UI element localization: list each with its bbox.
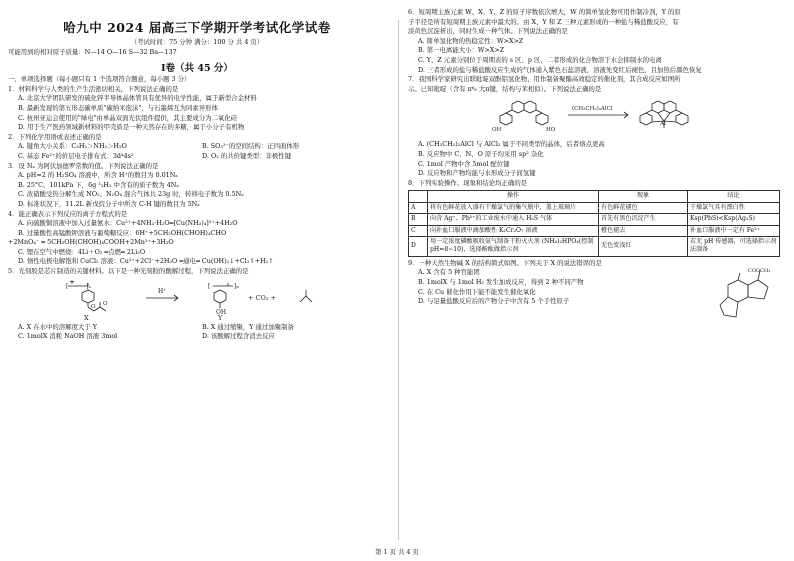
option-a: A. 北京大学团队研发的硫化锌半导体晶体管具有优异的电学性能，属于新型合金材料 (18, 94, 257, 103)
svg-text:OH: OH (492, 127, 502, 134)
question-9 (408, 259, 786, 307)
option-b: B. 25°C、101kPa 下，6g ³₁H₂ 中含有的质子数为 4Nₐ (18, 180, 179, 189)
table-header-cell: 操作 (428, 191, 599, 202)
table-cell: 向补血口服液中滴加酸性 K₂Cr₂O₇ 溶液 (428, 225, 599, 236)
option-d: D. 标准状况下，11.2L 新戊烷分子中所含 C-H 键的数目为 5Nₐ (18, 199, 200, 208)
option-row (8, 152, 386, 162)
table-row (409, 214, 780, 225)
reagent-label: (CH₃CH₂)₂AlCl (572, 106, 613, 113)
option-a: A. 简单氢化物的热稳定性：W>X>Z (418, 36, 524, 45)
option-c: C. 1molX 消耗 NaOH 溶液 3mol (18, 332, 118, 341)
option-b: B. 反应物中 C、N、O 原子均采用 sp² 杂化 (418, 149, 544, 158)
question-6 (408, 8, 786, 75)
option-a: A. pH=2 的 H₂SO₄ 溶液中，所含 H⁺的数目为 0.01Nₐ (18, 171, 178, 180)
question-stem: 8．下列实验操作、现象和结论均正确的是 (408, 178, 528, 187)
table-cell: A (409, 202, 428, 213)
reaction-scheme-drawing (8, 278, 386, 322)
option-d: D. 该酸解过程含消去反应 (202, 332, 275, 341)
table-row (409, 225, 780, 236)
option-a: A. X 含有 5 种官能团 (418, 268, 480, 277)
option-d: D. 三者形成的盐与稀盐酸反应生成的气体通入紫色石蕊溶液，溶液先变红后褪色，且加热后颜色恢复 (418, 65, 702, 74)
table-cell: B (409, 214, 428, 225)
table-cell: D (409, 236, 428, 256)
table-cell: 首先有黑色沉淀产生 (599, 214, 688, 225)
question-stem-line: 6．短周期主族元素 W、X、Y、Z 的原子序数依次增大，W 的简单氢化物可用作制冷剂，Y 的原 (408, 8, 681, 16)
question-5 (8, 267, 386, 342)
ester-group-label: COOCH₃ (748, 267, 771, 274)
option-a: A. 键角大小关系：C₂H₂＞NH₃＞H₂O (18, 142, 127, 151)
question-stem: 9．一种天然生物碱 X 的结构简式如图。下列关于 X 的说法错误的是 (408, 258, 602, 267)
table-cell: 有色鲜花褪色 (599, 202, 688, 213)
question-stem: 1．材料科学与人类的生产生活密切相关，下列说法正确的是 (8, 84, 179, 93)
option-row (8, 323, 386, 333)
option-b: B. 过量酸性高锰酸钾溶液与葡萄糖反应：6H⁺+5CH₂OH(CHOH)₄CHO (18, 228, 227, 237)
table-cell: C (409, 225, 428, 236)
table-cell: 将有色鲜花放入盛有干燥氯气的集气瓶中，盖上玻璃片 (428, 202, 599, 213)
table-cell: 无色变浅红 (599, 236, 688, 256)
table-header-cell: 现象 (599, 191, 688, 202)
table-row (409, 202, 780, 213)
svg-text:O: O (91, 303, 96, 310)
svg-text:[: [ (208, 282, 211, 290)
question-stem-line: 淡黄色沉淀析出，同时生成一种气体。下列说法正确的是 (408, 27, 568, 36)
reagent-label: H⁺ (158, 287, 167, 295)
question-3 (8, 162, 386, 210)
question-4 (8, 210, 386, 268)
option-row (8, 332, 386, 342)
option-b: B. SO₃²⁻的空间结构：正四面体形 (202, 142, 300, 151)
coproducts-label: + CO₂ + (248, 293, 276, 302)
option-d: D. 用于生产医药领域新材料的甲壳质是一种天然存在的多糖，属于小分子有机物 (18, 123, 245, 132)
option-a: A. X 在水中的溶解度大于 Y (18, 322, 98, 331)
acidolysis-scheme (8, 278, 386, 322)
compound-y-label: Y (218, 313, 223, 322)
question-7 (408, 75, 786, 179)
part-instructions: 一、单项选择题（每小题只有 1 个选项符合题意，每小题 3 分） (8, 75, 191, 84)
svg-text:OH: OH (216, 308, 227, 316)
option-d: D. 反应物和产物均能与水形成分子间氢键 (418, 169, 536, 178)
table-header-cell (409, 191, 428, 202)
table-row (409, 236, 780, 256)
svg-text:HO: HO (546, 127, 556, 134)
page-footer: 第 1 页 共 4 页 (375, 548, 419, 556)
table-cell: 用一定浓度磷酸吸收氨气制备干粉灭火剂 (NH₄)₂HPO₄(控制 pH=8~10)，选择酚酞做指示剂 (428, 236, 599, 256)
option-b: B. 最新发现的第五形态碳单质"碳纳米泡沫"，与石墨烯互为同素异形体 (18, 103, 218, 112)
option-d: D. O₂ 的共价键类型：非极性键 (202, 151, 292, 160)
svg-text:Al: Al (660, 121, 666, 128)
question-stem-line: 示。已知吡啶（含有 π⁶₆ 大π键，结构与苯相似）。下列说法正确的是 (408, 84, 602, 93)
question-stem: 2．下列化学用语或表述正确的是 (8, 132, 102, 141)
option-b: B. 1molX 与 1mol H₂ 发生加成反应，得到 2 种不同产物 (418, 277, 584, 286)
table-cell: 干燥氯气具有漂白性 (688, 202, 780, 213)
option-c: C. Y、Z 元素分别位于周期表的 s 区、p 区，二者形成的化合物溶于水会抑制水的电离 (418, 55, 662, 64)
experiment-table (408, 190, 780, 256)
exam-title: 哈九中 2024 届高三下学期开学考试化学试卷 (63, 20, 331, 35)
question-stem: 5．光刻胶是芯片制造的关键材料。以下是一种光刻胶的酸解过程，下列说法正确的是 (8, 267, 249, 276)
left-column (8, 8, 386, 543)
svg-text:O: O (103, 300, 108, 307)
atomic-masses: 可能用到的相对原子质量：N—14 O—16 S—32 Ba—137 (8, 47, 177, 56)
option-b: B. 第一电离能大小：W>X>Z (418, 46, 505, 55)
question-stem: 3．设 Nₐ 为阿伏加德罗常数的值。下列说法正确的是 (8, 161, 159, 170)
synthesis-scheme-drawing (408, 95, 786, 139)
column-divider (398, 20, 399, 540)
alkaloid-structure-drawing (698, 265, 778, 325)
option-a: A. 向硫酸铜溶液中加入过量氨水：Cu²⁺+4NH₃·H₂O═[Cu(NH₃)₄]²⁺+4H₂O (18, 219, 238, 228)
option-c: C. 杭州亚运会使用的"绿电"由单晶双面光伏组件提供，其主要成分为二氧化硅 (18, 113, 238, 122)
option-c: C. 基态 Fe²⁺的价层电子排布式：3d⁴4s² (18, 151, 134, 160)
option-c: C. 浓硝酸受热分解生成 NO₂、N₂O₄ 混合气体共 23g 时，转移电子数为 0.5Nₐ (18, 190, 244, 199)
option-c: C. 锂在空气中燃烧：4Li＋O₂ ═点燃═ 2Li₂O (18, 247, 146, 256)
table-header-row (409, 191, 780, 202)
svg-text:[: [ (66, 282, 69, 290)
section-title: I卷（共 45 分） (161, 63, 233, 75)
option-b: B. X 通过缩聚，Y 通过加聚制备 (202, 322, 294, 331)
option-a: A. (CH₃CH₂)₂AlCl 与 AlCl₃ 属于不同类型的晶体，后者熔点更高 (418, 140, 605, 149)
option-d: D. 与足量盐酸反应后的产物分子中含有 5 个手性原子 (418, 297, 570, 306)
table-cell: 补血口服液中一定有 Fe²⁺ (688, 225, 780, 236)
catalyst-synthesis-scheme (408, 95, 786, 139)
question-2 (8, 133, 386, 162)
table-header-cell: 结论 (688, 191, 780, 202)
question-stem-line: 7．我国科学家研究出联吡啶双酚铝氢化物，用作制备聚酯高效稳定的催化剂，其合成反应如图所 (408, 75, 681, 84)
table-cell: 向含 Ag⁺、Pb²⁺的工业废水中通入 H₂S 气体 (428, 214, 599, 225)
question-stem-line: 子半径是所有短周期主族元素中最大的。由 X、Y 和 Z 三种元素形成的一种盐与稀盐酸反应，有 (408, 17, 679, 26)
option-c: C. 在 Cu 催化作用下能不能发生催化氧化 (418, 287, 536, 296)
question-1 (8, 85, 386, 133)
svg-text:]ₙ: ]ₙ (234, 282, 239, 290)
right-column (408, 8, 786, 543)
question-8 (408, 179, 786, 257)
compound-x-label: X (84, 313, 89, 322)
question-stem: 4．能正确表示下列反应的离子方程式的是 (8, 209, 128, 218)
option-b-continued: +2MnO₄⁻ ═ 5CH₂OH(CHOH)₄COOH+2Mn²⁺+3H₂O (8, 238, 174, 247)
table-cell: 橙色褪去 (599, 225, 688, 236)
svg-text:]ₙ: ]ₙ (86, 282, 91, 290)
table-cell: 若无 pH 传感器，可选择指示剂法制备 (688, 236, 780, 256)
exam-info: （考试时间：75 分钟 满分：100 分 共 4 页） (130, 38, 264, 46)
table-cell: Ksp(PbS)<Ksp(Ag₂S) (688, 214, 780, 225)
option-d: D. 惰性电极电解饱和 CuCl₂ 溶液：Cu²⁺+2Cl⁻+2H₂O ═通电═ Cu(OH)₂↓+Cl₂↑+H₂↑ (18, 257, 274, 266)
option-row (8, 142, 386, 152)
option-c: C. 1mol 产物中含 5mol 配位键 (418, 159, 510, 168)
